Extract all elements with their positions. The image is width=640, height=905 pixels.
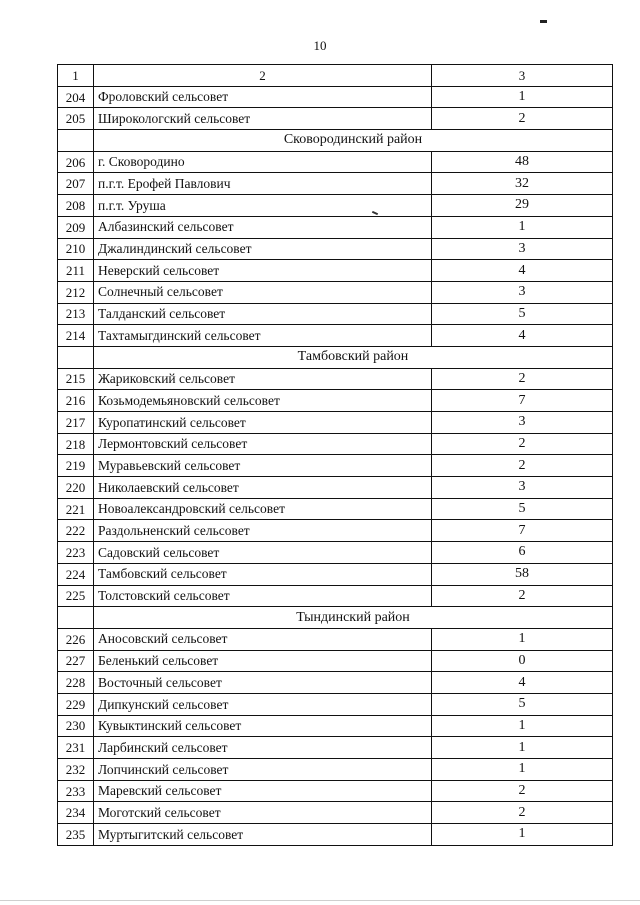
row-number: 235 — [58, 824, 94, 846]
district-number-cell — [58, 346, 94, 368]
settlement-name: Муртыгитский сельсовет — [94, 824, 432, 846]
settlement-name: Моготский сельсовет — [94, 802, 432, 824]
table-row — [58, 238, 613, 260]
table-row — [58, 216, 613, 238]
settlement-name: Неверский сельсовет — [94, 260, 432, 282]
table-row — [58, 715, 613, 737]
row-number: 206 — [58, 151, 94, 173]
row-number: 231 — [58, 737, 94, 759]
district-header-row — [58, 346, 613, 368]
row-number: 220 — [58, 477, 94, 499]
settlement-value: 3 — [432, 281, 613, 303]
row-number: 208 — [58, 195, 94, 217]
settlement-value: 1 — [432, 737, 613, 759]
settlement-name: Лопчинский сельсовет — [94, 759, 432, 781]
settlement-value: 2 — [432, 802, 613, 824]
table-row — [58, 542, 613, 564]
table-row — [58, 824, 613, 846]
settlement-name: г. Сковородино — [94, 151, 432, 173]
settlement-value: 2 — [432, 433, 613, 455]
settlement-value: 6 — [432, 542, 613, 564]
settlement-name: Николаевский сельсовет — [94, 477, 432, 499]
settlement-value: 1 — [432, 216, 613, 238]
settlement-name: п.г.т. Ерофей Павлович — [94, 173, 432, 195]
settlement-name: Жариковский сельсовет — [94, 368, 432, 390]
column-number-row — [58, 65, 613, 87]
settlement-name: Беленький сельсовет — [94, 650, 432, 672]
settlement-name: Кувыктинский сельсовет — [94, 715, 432, 737]
page-number: 10 — [313, 38, 327, 53]
row-number: 226 — [58, 628, 94, 650]
table-row — [58, 412, 613, 434]
row-number: 205 — [58, 108, 94, 130]
table-row — [58, 672, 613, 694]
row-number: 232 — [58, 759, 94, 781]
settlement-value: 1 — [432, 628, 613, 650]
page-bottom-edge — [0, 900, 640, 901]
row-number: 213 — [58, 303, 94, 325]
settlement-name: Широкологский сельсовет — [94, 108, 432, 130]
table-row — [58, 151, 613, 173]
table-row — [58, 368, 613, 390]
settlement-name: Талданский сельсовет — [94, 303, 432, 325]
table-row — [58, 563, 613, 585]
table-row — [58, 86, 613, 108]
row-number: 209 — [58, 216, 94, 238]
row-number: 227 — [58, 650, 94, 672]
settlements-table — [57, 64, 613, 846]
settlement-name: Козьмодемьяновский сельсовет — [94, 390, 432, 412]
settlement-value: 7 — [432, 390, 613, 412]
row-number: 223 — [58, 542, 94, 564]
settlement-value: 1 — [432, 715, 613, 737]
table-row — [58, 303, 613, 325]
settlement-value: 2 — [432, 108, 613, 130]
settlement-value: 32 — [432, 173, 613, 195]
settlement-value: 5 — [432, 303, 613, 325]
row-number: 217 — [58, 412, 94, 434]
district-name: Сковородинский район — [94, 130, 613, 152]
settlement-name: Толстовский сельсовет — [94, 585, 432, 607]
settlement-value: 3 — [432, 238, 613, 260]
table-row — [58, 759, 613, 781]
row-number: 216 — [58, 390, 94, 412]
district-header-row — [58, 130, 613, 152]
table-row — [58, 498, 613, 520]
settlement-name: Албазинский сельсовет — [94, 216, 432, 238]
row-number: 218 — [58, 433, 94, 455]
settlement-name: Джалиндинский сельсовет — [94, 238, 432, 260]
settlement-value: 1 — [432, 759, 613, 781]
table-row — [58, 325, 613, 347]
table-row — [58, 477, 613, 499]
settlement-value: 58 — [432, 563, 613, 585]
settlement-value: 7 — [432, 520, 613, 542]
settlement-name: Солнечный сельсовет — [94, 281, 432, 303]
settlements-table-body — [58, 65, 613, 846]
table-row — [58, 173, 613, 195]
row-number: 225 — [58, 585, 94, 607]
district-number-cell — [58, 130, 94, 152]
table-row — [58, 693, 613, 715]
table-row — [58, 737, 613, 759]
row-number: 212 — [58, 281, 94, 303]
table-row — [58, 802, 613, 824]
row-number: 222 — [58, 520, 94, 542]
settlement-name: Аносовский сельсовет — [94, 628, 432, 650]
row-number: 207 — [58, 173, 94, 195]
table-row — [58, 281, 613, 303]
district-number-cell — [58, 607, 94, 629]
settlement-name: Тахтамыгдинский сельсовет — [94, 325, 432, 347]
table-row — [58, 585, 613, 607]
scan-speck — [540, 20, 547, 23]
settlement-value: 1 — [432, 86, 613, 108]
settlement-name: Куропатинский сельсовет — [94, 412, 432, 434]
table-row — [58, 433, 613, 455]
settlement-value: 4 — [432, 325, 613, 347]
row-number: 204 — [58, 86, 94, 108]
table-row — [58, 650, 613, 672]
row-number: 234 — [58, 802, 94, 824]
settlement-name: Маревский сельсовет — [94, 780, 432, 802]
column-number-2: 2 — [94, 65, 432, 87]
settlement-value: 48 — [432, 151, 613, 173]
settlement-name: Тамбовский сельсовет — [94, 563, 432, 585]
column-number-1: 1 — [58, 65, 94, 87]
settlement-value: 5 — [432, 693, 613, 715]
row-number: 229 — [58, 693, 94, 715]
table-row — [58, 520, 613, 542]
settlement-value: 3 — [432, 412, 613, 434]
row-number: 219 — [58, 455, 94, 477]
settlement-value: 2 — [432, 780, 613, 802]
district-header-row — [58, 607, 613, 629]
settlement-name: п.г.т. Уруша — [94, 195, 432, 217]
settlement-name: Восточный сельсовет — [94, 672, 432, 694]
row-number: 211 — [58, 260, 94, 282]
settlement-value: 3 — [432, 477, 613, 499]
row-number: 215 — [58, 368, 94, 390]
district-name: Тындинский район — [94, 607, 613, 629]
row-number: 233 — [58, 780, 94, 802]
settlement-value: 4 — [432, 260, 613, 282]
table-row — [58, 628, 613, 650]
settlement-name: Муравьевский сельсовет — [94, 455, 432, 477]
table-row — [58, 780, 613, 802]
table-row — [58, 108, 613, 130]
settlement-value: 4 — [432, 672, 613, 694]
row-number: 228 — [58, 672, 94, 694]
row-number: 221 — [58, 498, 94, 520]
settlement-value: 29 — [432, 195, 613, 217]
table-row — [58, 455, 613, 477]
row-number: 214 — [58, 325, 94, 347]
settlement-name: Новоалександровский сельсовет — [94, 498, 432, 520]
settlement-name: Фроловский сельсовет — [94, 86, 432, 108]
settlement-value: 5 — [432, 498, 613, 520]
district-name: Тамбовский район — [94, 346, 613, 368]
settlement-value: 0 — [432, 650, 613, 672]
column-number-3: 3 — [432, 65, 613, 87]
settlement-value: 2 — [432, 455, 613, 477]
row-number: 210 — [58, 238, 94, 260]
settlement-name: Садовский сельсовет — [94, 542, 432, 564]
settlement-name: Раздольненский сельсовет — [94, 520, 432, 542]
settlement-value: 2 — [432, 368, 613, 390]
settlement-value: 1 — [432, 824, 613, 846]
settlement-name: Дипкунский сельсовет — [94, 693, 432, 715]
table-row — [58, 260, 613, 282]
table-row — [58, 195, 613, 217]
settlement-value: 2 — [432, 585, 613, 607]
table-row — [58, 390, 613, 412]
row-number: 230 — [58, 715, 94, 737]
settlement-name: Ларбинский сельсовет — [94, 737, 432, 759]
settlement-name: Лермонтовский сельсовет — [94, 433, 432, 455]
row-number: 224 — [58, 563, 94, 585]
